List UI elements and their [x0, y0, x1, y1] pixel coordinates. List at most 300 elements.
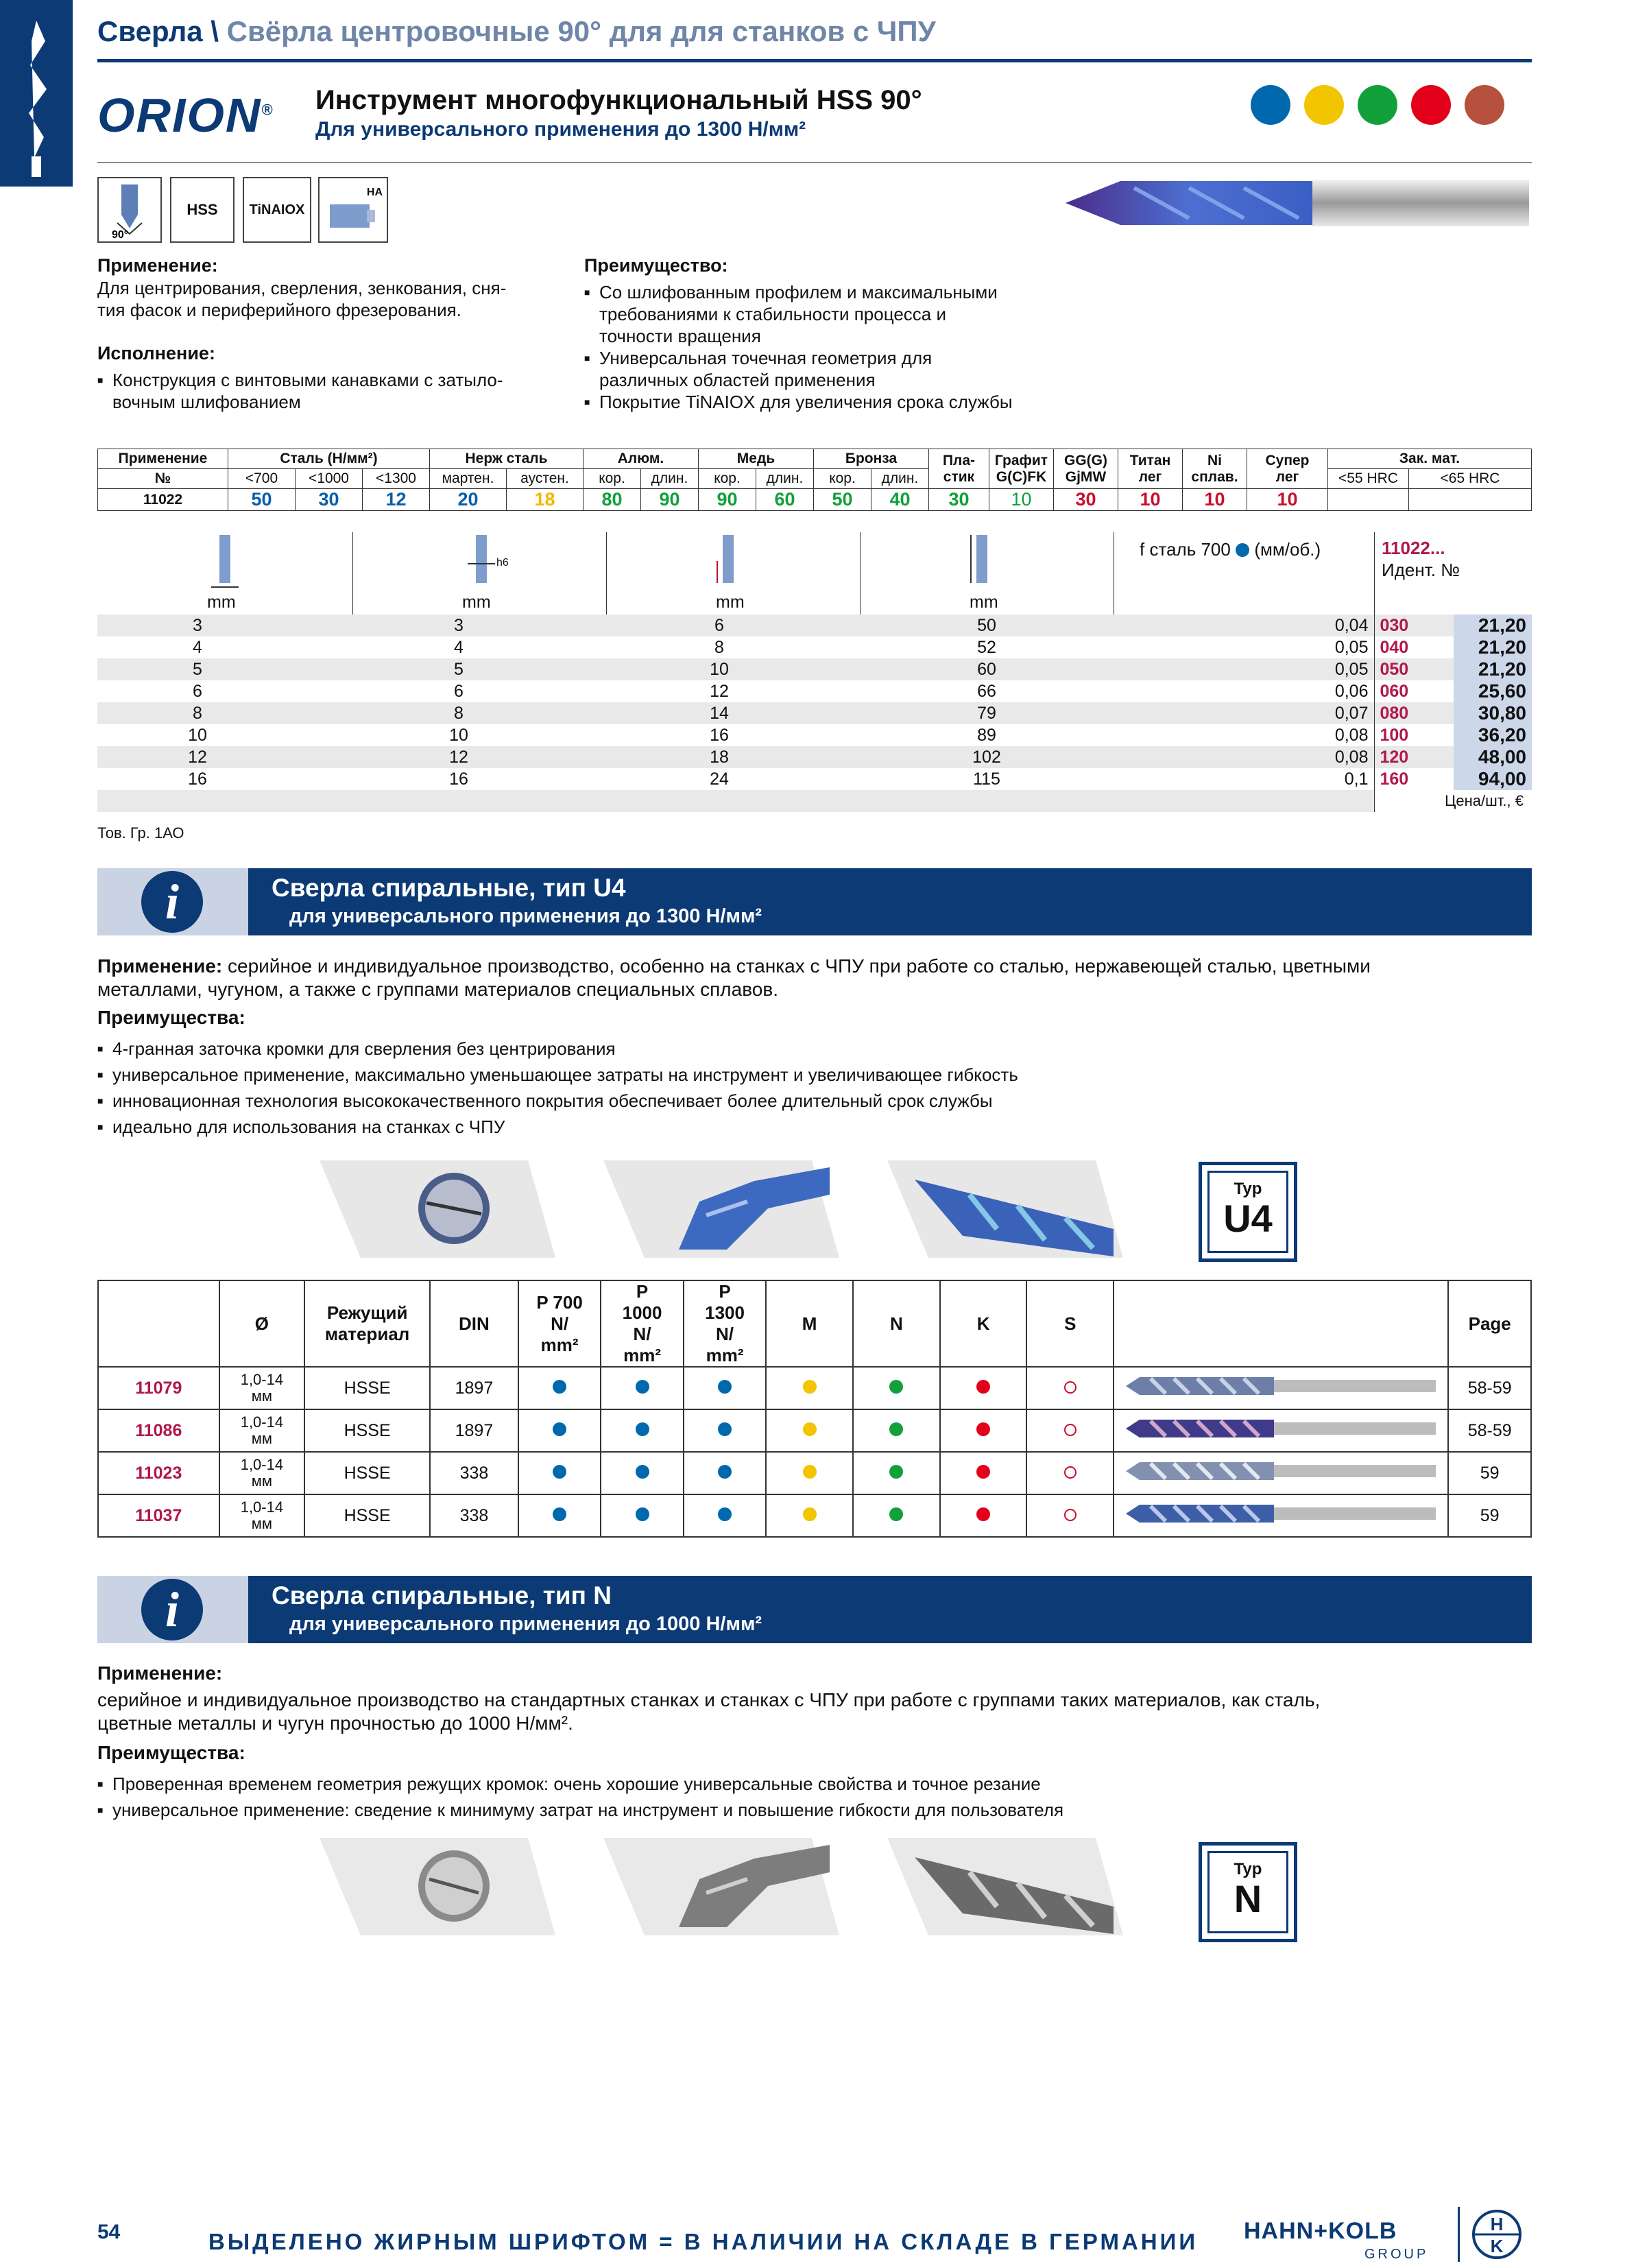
steel-dot — [1236, 543, 1249, 557]
shank-label: HA — [366, 187, 383, 198]
product-image — [1114, 1367, 1448, 1409]
dimension-cell: 0,05 — [1334, 637, 1369, 657]
price-note: Цена/шт., € — [1374, 790, 1532, 812]
shank-shape-icon — [327, 199, 379, 233]
materials-group-header: Сталь (Н/мм²) — [228, 449, 430, 469]
product-header-cell: Ø — [219, 1280, 305, 1367]
material-dot-2 — [1358, 85, 1397, 125]
product-image — [1114, 1452, 1448, 1494]
material-value: 80 — [584, 489, 641, 511]
suitability-dot — [976, 1422, 990, 1436]
u4-advantage-item-0: ■ 4-гранная заточка кромки для сверления без центрирования — [97, 1036, 1532, 1062]
suitability-dot — [553, 1507, 566, 1521]
header-category[interactable]: Сверла — [97, 15, 203, 47]
dimension-row — [97, 768, 1532, 790]
u4-photo-tip — [320, 1160, 555, 1258]
dimension-cell: 3 — [97, 614, 352, 636]
drill-angle-icon — [102, 180, 157, 239]
materials-group-header: Алюм. — [584, 449, 699, 469]
materials-sub-header: <1000 — [296, 469, 363, 489]
dimension-cell: 060 — [1374, 680, 1454, 702]
suitability-cell — [940, 1452, 1027, 1494]
dimension-row — [97, 658, 1532, 680]
dimension-cell: 24 — [710, 769, 729, 789]
n-adv-list — [97, 1771, 1532, 1823]
page-number: 54 — [97, 2221, 121, 2243]
materials-sub-header: длин. — [871, 469, 929, 489]
materials-group-header: Титан лег — [1118, 449, 1183, 489]
dimension-cell: 21,20 — [1454, 658, 1532, 680]
application-line: тия фасок и периферийного фрезерования. — [97, 300, 461, 320]
u4-photo-cutting-edge — [603, 1160, 839, 1258]
drill-thumbnail — [1123, 1369, 1439, 1403]
product-row[interactable] — [98, 1367, 1531, 1409]
dimension-cell: 89 — [977, 725, 996, 745]
suitability-cell — [684, 1367, 766, 1409]
materials-row-1 — [98, 449, 1532, 469]
u4-adv-heading: Преимущества: — [97, 1007, 245, 1028]
product-header-cell: N — [853, 1280, 940, 1367]
dimension-row — [97, 702, 1532, 724]
u4-adv-list — [97, 1036, 1532, 1140]
materials-sub-header: длин. — [756, 469, 814, 489]
materials-group-header: Бронза — [814, 449, 929, 469]
suitability-dot — [553, 1380, 566, 1394]
suitability-dot — [803, 1465, 817, 1479]
n-banner-subtitle: для универсального применения до 1000 Н/мм² — [289, 1613, 762, 1635]
product-material: HSSE — [304, 1494, 430, 1537]
n-app-heading: Применение: — [97, 1662, 223, 1684]
product-code[interactable]: 11037 — [98, 1494, 219, 1537]
typ-n-badge — [1199, 1842, 1297, 1942]
product-material: HSSE — [304, 1409, 430, 1452]
hk-logo-icon — [1460, 2207, 1528, 2262]
application-heading: Применение: — [97, 255, 218, 276]
dimension-cell: 10 — [449, 725, 468, 745]
dimension-cell: 6 — [606, 614, 860, 636]
suitability-dot — [718, 1507, 732, 1521]
material-value: 10 — [1118, 489, 1183, 511]
material-value: 10 — [1247, 489, 1328, 511]
dim-unit-4: mm — [970, 593, 998, 612]
suitability-dot — [553, 1422, 566, 1436]
hk-badge — [1458, 2207, 1528, 2262]
product-header-cell: DIN — [430, 1280, 518, 1367]
suitability-cell — [684, 1452, 766, 1494]
dimension-cell: 79 — [860, 702, 1114, 724]
suitability-dot — [636, 1380, 649, 1394]
dimension-cell: 18 — [606, 746, 860, 768]
header-image-col — [1114, 1280, 1448, 1367]
header-separator: \ — [202, 15, 227, 47]
n-advantage-item-0: ■ Проверенная временем геометрия режущих кромок: очень хорошие универсальные свойства и точное резание — [97, 1771, 1532, 1797]
hss-icon: HSS — [170, 177, 234, 243]
suitability-cell — [1026, 1409, 1114, 1452]
material-value: 90 — [641, 489, 699, 511]
typ-u4-badge — [1199, 1162, 1297, 1262]
drill-thumbnail — [1123, 1411, 1439, 1446]
u4-banner-subtitle: для универсального применения до 1300 Н/мм² — [289, 905, 762, 927]
dim-col-l2 — [860, 532, 1114, 614]
dimension-cell: 0,05 — [1114, 658, 1374, 680]
u4-banner-title: Сверла спиральные, тип U4 — [272, 874, 626, 902]
materials-group-header: Пла- стик — [929, 449, 989, 489]
suitability-dot — [636, 1422, 649, 1436]
suitability-cell — [601, 1367, 683, 1409]
page-header — [97, 15, 936, 48]
suitability-cell — [684, 1409, 766, 1452]
n-adv-heading: Преимущества: — [97, 1742, 245, 1763]
typ-n-label: Typ — [1234, 1860, 1262, 1878]
material-dot-3 — [1411, 85, 1451, 125]
suitability-dot — [803, 1380, 817, 1394]
suitability-dot — [889, 1465, 903, 1479]
dimension-cell: 16 — [188, 769, 207, 789]
product-image — [1114, 1409, 1448, 1452]
suitability-dot — [803, 1422, 817, 1436]
advantage-heading: Преимущество: — [584, 255, 728, 276]
product-row[interactable] — [98, 1494, 1531, 1537]
h6-label: h6 — [496, 557, 509, 569]
suitability-ring — [1064, 1466, 1076, 1479]
tov-group: Тов. Гр. 1АО — [97, 824, 184, 841]
material-value: 60 — [756, 489, 814, 511]
dimension-cell: 0,1 — [1344, 769, 1369, 789]
footer-brand: HAHN+KOLB — [1244, 2218, 1397, 2244]
product-table — [97, 1280, 1532, 1538]
suitability-cell — [766, 1452, 853, 1494]
dimension-cell: 94,00 — [1454, 768, 1532, 790]
suitability-cell — [766, 1367, 853, 1409]
suitability-cell — [853, 1494, 940, 1537]
n-banner-title: Сверла спиральные, тип N — [272, 1581, 612, 1610]
dimension-cell: 10 — [188, 725, 207, 745]
product-header-cell: P 1300 N/ mm² — [684, 1280, 766, 1367]
title-rule — [97, 162, 1532, 163]
product-din: 1897 — [430, 1409, 518, 1452]
dimension-cell: 0,07 — [1114, 702, 1374, 724]
drill-photo — [1066, 167, 1532, 237]
dimension-cell: 8 — [714, 637, 724, 657]
dimension-cell: 6 — [193, 681, 202, 701]
dimension-cell: 48,00 — [1454, 746, 1532, 768]
drill-diameter-icon — [211, 534, 239, 590]
advantage-item-0: ■ Со шлифованным профилем и максимальными требованиями к стабильности процесса и точности вращения — [584, 281, 1133, 347]
dimension-cell: 21,20 — [1454, 636, 1532, 658]
suitability-dot — [976, 1380, 990, 1394]
dimension-cell: 4 — [193, 637, 202, 657]
dimension-cell: 100 — [1374, 724, 1454, 746]
materials-row-values — [98, 489, 1532, 511]
dimension-cell: 14 — [606, 702, 860, 724]
dimension-row — [97, 724, 1532, 746]
n-banner — [97, 1576, 1532, 1643]
dimension-cell: 5 — [352, 658, 606, 680]
materials-group-header: Ni сплав. — [1183, 449, 1247, 489]
header-empty — [98, 1280, 219, 1367]
shank-icon — [318, 177, 388, 243]
materials-group-header: GG(G) GjMW — [1054, 449, 1118, 489]
n-photo-flute — [887, 1838, 1127, 1935]
footer-brand-sub: GROUP — [1364, 2247, 1429, 2262]
n-app-line-2: цветные металлы и чугун прочностью до 1000 Н/мм². — [97, 1712, 573, 1734]
dimension-row — [97, 680, 1532, 702]
product-page[interactable]: 58-59 — [1448, 1367, 1531, 1409]
dimension-cell: 16 — [710, 725, 729, 745]
drill-thumbnail — [1123, 1496, 1439, 1531]
suitability-cell — [766, 1494, 853, 1537]
dimension-cell: 160 — [1374, 768, 1454, 790]
total-length-icon — [963, 534, 1004, 590]
suitability-ring — [1064, 1381, 1076, 1394]
application-text — [97, 277, 577, 321]
product-image — [1114, 1494, 1448, 1537]
suitability-cell — [518, 1367, 601, 1409]
materials-group-header: Нерж сталь — [430, 449, 584, 469]
execution-item-0: ■ Конструкция с винтовыми канавками с затыло- вочным шлифованием — [97, 369, 577, 413]
materials-sub-header: кор. — [699, 469, 756, 489]
typ-u4-value: U4 — [1223, 1197, 1273, 1240]
dimension-cell: 0,08 — [1114, 746, 1374, 768]
dim-unit-1: mm — [207, 593, 236, 612]
feed-label — [1140, 539, 1321, 560]
n-advantage-item-1: ■ универсальное применение: сведение к минимуму затрат на инструмент и повышение гибкости для пользователя — [97, 1797, 1532, 1823]
dimension-cell: 21,20 — [1454, 614, 1532, 636]
dimension-row — [97, 614, 1532, 636]
suitability-cell — [601, 1494, 683, 1537]
dimension-cell: 0,06 — [1334, 681, 1369, 701]
dimension-cell: 16 — [449, 769, 468, 789]
dim-col-d2 — [352, 532, 607, 614]
suitability-ring — [1064, 1424, 1076, 1436]
material-value: 10 — [1183, 489, 1247, 511]
suitability-dot — [718, 1422, 732, 1436]
material-value: 12 — [363, 489, 430, 511]
product-din: 338 — [430, 1494, 518, 1537]
material-dot-1 — [1304, 85, 1344, 125]
product-header-cell: Режущий материал — [304, 1280, 430, 1367]
advantage-list — [584, 281, 1133, 413]
product-code[interactable]: 11086 — [98, 1409, 219, 1452]
drill-thumbnail — [1123, 1454, 1439, 1488]
u4-banner — [97, 868, 1532, 935]
u4-app-heading: Применение: — [97, 955, 223, 977]
product-title: Инструмент многофункциональный HSS 90° — [315, 85, 922, 115]
product-header-cell: S — [1026, 1280, 1114, 1367]
dimension-cell: 8 — [97, 702, 352, 724]
typ-n-inner — [1207, 1851, 1288, 1933]
product-row[interactable] — [98, 1452, 1531, 1494]
dimension-cell: 040 — [1374, 636, 1454, 658]
u4-app-line-2: металлами, чугуном, а также с группами материалов специальных сплавов. — [97, 979, 778, 1000]
product-header-cell: Page — [1448, 1280, 1531, 1367]
material-dots — [1251, 85, 1504, 125]
header-subcategory: Свёрла центровочные 90° для для станков с ЧПУ — [226, 15, 936, 47]
suitability-cell — [601, 1409, 683, 1452]
angle-icon — [97, 177, 162, 243]
drill-icon — [0, 0, 73, 187]
application-line: Для центрирования, сверления, зенкования, сня- — [97, 278, 507, 298]
n-application — [97, 1688, 1532, 1735]
product-header-cell: M — [766, 1280, 853, 1367]
product-material: HSSE — [304, 1452, 430, 1494]
materials-group-header: Зак. мат. — [1328, 449, 1532, 469]
logo-text: ORION — [97, 88, 262, 142]
suitability-dot — [803, 1507, 817, 1521]
flute-length-icon — [709, 534, 750, 590]
suitability-cell — [853, 1409, 940, 1452]
execution-heading: Исполнение: — [97, 343, 215, 363]
dim-col-d1 — [97, 532, 353, 614]
materials-group-header: Медь — [699, 449, 814, 469]
ident-label: Идент. № — [1382, 560, 1460, 580]
suitability-dot — [718, 1380, 732, 1394]
product-diameter: 1,0-14 мм — [219, 1409, 305, 1452]
dimension-cell: 3 — [352, 614, 606, 636]
orion-logo — [97, 88, 274, 143]
product-table-header — [98, 1280, 1531, 1367]
dimension-cell: 030 — [1374, 614, 1454, 636]
suitability-dot — [636, 1465, 649, 1479]
n-photo-cutting-edge — [603, 1838, 839, 1935]
ident-col — [1374, 532, 1532, 614]
materials-sub-header: <1300 — [363, 469, 430, 489]
dimension-cell: 12 — [710, 681, 729, 701]
suitability-ring — [1064, 1509, 1076, 1521]
product-row[interactable] — [98, 1409, 1531, 1452]
dimension-cell: 66 — [977, 681, 996, 701]
materials-sub-header: <55 HRC — [1328, 469, 1409, 489]
dimension-cell: 0,08 — [1334, 725, 1369, 745]
suitability-cell — [940, 1494, 1027, 1537]
feed-text: f сталь 700 — [1140, 539, 1231, 560]
coating-icon: TiNAIOX — [243, 177, 311, 243]
dimension-header — [97, 532, 1532, 614]
dimension-cell: 30,80 — [1454, 702, 1532, 724]
dimension-row — [97, 746, 1532, 768]
dim-unit-3: mm — [716, 593, 745, 612]
material-value — [1409, 489, 1532, 511]
materials-sub-header: № — [98, 469, 228, 489]
product-din: 1897 — [430, 1367, 518, 1409]
material-dot-0 — [1251, 85, 1290, 125]
materials-sub-header: кор. — [814, 469, 871, 489]
u4-advantage-item-3: ■ идеально для использования на станках с ЧПУ — [97, 1114, 1532, 1140]
dim-footer-bar — [97, 790, 1532, 812]
materials-article: 11022 — [98, 489, 228, 511]
materials-table — [97, 449, 1532, 511]
dimension-cell: 36,20 — [1454, 724, 1532, 746]
product-header-cell: P 1000 N/ mm² — [601, 1280, 683, 1367]
materials-sub-header: <700 — [228, 469, 296, 489]
product-header-cell: K — [940, 1280, 1027, 1367]
material-value: 20 — [430, 489, 507, 511]
dimension-cell: 12 — [352, 746, 606, 768]
u4-app-line-1: серийное и индивидуальное производство, особенно на станках с ЧПУ при работе со сталью, нержавеющей сталью, цветными — [228, 955, 1371, 977]
suitability-cell — [518, 1452, 601, 1494]
suitability-cell — [1026, 1452, 1114, 1494]
material-value: 18 — [507, 489, 584, 511]
feed-unit: (мм/об.) — [1254, 539, 1321, 560]
materials-sub-header: кор. — [584, 469, 641, 489]
materials-sub-header: аустен. — [507, 469, 584, 489]
footer-note: ВЫДЕЛЕНО ЖИРНЫМ ШРИФТОМ = В НАЛИЧИИ НА СКЛАДЕ В ГЕРМАНИИ — [208, 2229, 1199, 2254]
dimension-cell: 50 — [860, 614, 1114, 636]
suitability-cell — [766, 1409, 853, 1452]
dimension-cell: 12 — [97, 746, 352, 768]
suitability-cell — [940, 1367, 1027, 1409]
materials-sub-header: длин. — [641, 469, 699, 489]
info-icon: i — [141, 871, 203, 933]
suitability-dot — [889, 1422, 903, 1436]
dimension-table — [97, 614, 1532, 790]
typ-u4-label: Typ — [1234, 1180, 1262, 1198]
hk-bottom: K — [1490, 2236, 1504, 2256]
suitability-cell — [853, 1367, 940, 1409]
product-code[interactable]: 11079 — [98, 1367, 219, 1409]
product-material: HSSE — [304, 1367, 430, 1409]
suitability-dot — [976, 1465, 990, 1479]
typ-u4-inner — [1207, 1171, 1288, 1253]
product-page[interactable]: 58-59 — [1448, 1409, 1531, 1452]
product-page[interactable]: 59 — [1448, 1494, 1531, 1537]
material-dot-4 — [1465, 85, 1504, 125]
dimension-cell: 8 — [352, 702, 606, 724]
suitability-cell — [853, 1452, 940, 1494]
dimension-cell: 25,60 — [1454, 680, 1532, 702]
suitability-cell — [684, 1494, 766, 1537]
product-page[interactable]: 59 — [1448, 1452, 1531, 1494]
materials-group-header: Супер лег — [1247, 449, 1328, 489]
dimension-row — [97, 636, 1532, 658]
advantage-item-1: ■ Универсальная точечная геометрия для различных областей применения — [584, 347, 1133, 391]
dimension-cell: 120 — [1374, 746, 1454, 768]
dimension-cell: 6 — [454, 681, 464, 701]
u4-application — [97, 955, 1532, 1001]
material-value: 30 — [929, 489, 989, 511]
suitability-cell — [940, 1409, 1027, 1452]
angle-label: 90° — [112, 229, 129, 239]
suitability-dot — [718, 1465, 732, 1479]
u4-advantage-item-1: ■ универсальное применение, максимально уменьшающее затраты на инструмент и увеличивающее гибкость — [97, 1062, 1532, 1088]
material-value: 30 — [296, 489, 363, 511]
material-value: 10 — [989, 489, 1054, 511]
hk-top: H — [1490, 2214, 1504, 2234]
material-value: 40 — [871, 489, 929, 511]
dimension-cell: 050 — [1374, 658, 1454, 680]
u4-advantage-item-2: ■ инновационная технология высококачественного покрытия обеспечивает более длительный срок службы — [97, 1088, 1532, 1114]
product-code[interactable]: 11023 — [98, 1452, 219, 1494]
suitability-cell — [518, 1409, 601, 1452]
suitability-dot — [889, 1507, 903, 1521]
category-tab — [0, 0, 73, 187]
suitability-cell — [1026, 1494, 1114, 1537]
suitability-dot — [889, 1380, 903, 1394]
materials-sub-header: <65 HRC — [1409, 469, 1532, 489]
product-subtitle: Для универсального применения до 1300 Н/мм² — [315, 118, 806, 141]
materials-group-header: Графит G(C)FK — [989, 449, 1054, 489]
dimension-cell: 102 — [860, 746, 1114, 768]
info-icon: i — [141, 1579, 203, 1640]
code-prefix: 11022... — [1382, 538, 1445, 558]
product-diameter: 1,0-14 мм — [219, 1452, 305, 1494]
dimension-cell: 4 — [454, 637, 464, 657]
header-rule — [97, 59, 1532, 62]
suitability-cell — [1026, 1367, 1114, 1409]
logo-reg: ® — [261, 101, 274, 119]
advantage-item-2: ■ Покрытие TiNAIOX для увеличения срока службы — [584, 391, 1133, 413]
u4-photo-flute — [887, 1160, 1127, 1258]
